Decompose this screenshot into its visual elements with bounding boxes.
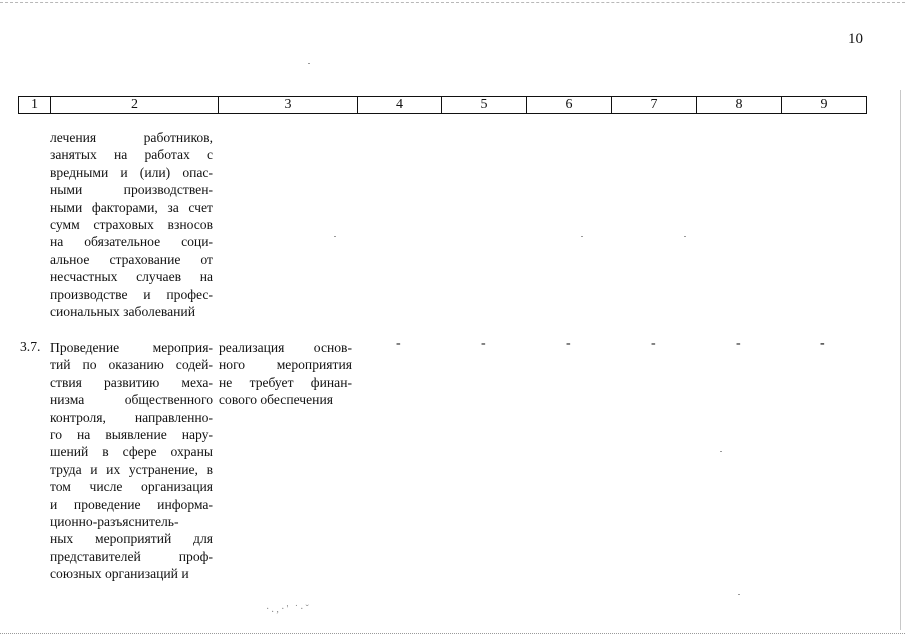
text-line: тий по оказанию содей- bbox=[50, 357, 213, 373]
column-number-3: 3 bbox=[219, 97, 358, 114]
text-line: сового обеспечения bbox=[219, 392, 333, 408]
scan-speck bbox=[334, 236, 336, 237]
column-number-1: 1 bbox=[19, 97, 51, 114]
text-line: контроля, направленно- bbox=[50, 409, 213, 425]
row-3-7-column-8-value: - bbox=[736, 336, 741, 351]
page-number: 10 bbox=[848, 31, 863, 47]
text-line: сиональных заболеваний bbox=[50, 304, 195, 320]
text-line: ными факторами, за счет bbox=[50, 199, 213, 215]
text-line: том числе организация bbox=[50, 479, 213, 495]
row-3-7-column-7-value: - bbox=[651, 336, 656, 351]
text-line: шений в сфере охраны bbox=[50, 444, 213, 460]
column-number-2: 2 bbox=[51, 97, 219, 114]
scan-smudge: ·.‚·' ˙·ˇ bbox=[266, 604, 311, 615]
row-number-3-7: 3.7. bbox=[20, 339, 41, 354]
continued-row-activity-text bbox=[50, 129, 213, 320]
column-number-header bbox=[18, 96, 867, 114]
row-3-7-column-9-value: - bbox=[820, 336, 825, 351]
text-line: лечения работников, bbox=[50, 130, 213, 145]
scan-edge-bottom bbox=[0, 633, 905, 634]
row-3-7-column-5-value: - bbox=[481, 336, 486, 351]
column-number-4: 4 bbox=[358, 97, 442, 114]
scan-speck bbox=[720, 451, 722, 452]
text-line: занятых на работах с bbox=[50, 147, 213, 163]
scan-speck bbox=[684, 236, 686, 237]
text-line: го на выявление нару- bbox=[50, 427, 213, 443]
text-line: не требует финан- bbox=[219, 374, 352, 390]
row-3-7-column-6-value: - bbox=[566, 336, 571, 351]
text-line: альное страхование от bbox=[50, 251, 213, 267]
text-line: ными производствен- bbox=[50, 182, 213, 198]
text-line: ционно-разъяснитель- bbox=[50, 514, 179, 530]
text-line: Проведение мероприя- bbox=[50, 340, 213, 355]
text-line: низма общественного bbox=[50, 392, 213, 408]
column-number-9: 9 bbox=[782, 97, 867, 114]
column-number-5: 5 bbox=[442, 97, 527, 114]
text-line: ного мероприятия bbox=[219, 357, 352, 373]
text-line: ствия развитию меха- bbox=[50, 374, 213, 390]
column-number-6: 6 bbox=[527, 97, 612, 114]
scan-edge-right bbox=[900, 90, 901, 630]
text-line: несчастных случаев на bbox=[50, 269, 213, 285]
scan-speck bbox=[738, 594, 740, 595]
text-line: на обязательное соци- bbox=[50, 234, 213, 250]
column-number-7: 7 bbox=[612, 97, 697, 114]
text-line: реализация основ- bbox=[219, 340, 352, 355]
text-line: и проведение информа- bbox=[50, 496, 213, 512]
text-line: сумм страховых взносов bbox=[50, 217, 213, 233]
text-line: производстве и профес- bbox=[50, 286, 213, 302]
text-line: вредными и (или) опас- bbox=[50, 164, 213, 180]
scan-speck bbox=[581, 236, 583, 237]
text-line: представителей проф- bbox=[50, 548, 213, 564]
row-3-7-column-4-value: - bbox=[396, 336, 401, 351]
text-line: союзных организаций и bbox=[50, 566, 189, 582]
row-3-7-activity-text bbox=[50, 339, 213, 583]
scan-edge-top bbox=[0, 2, 905, 3]
scan-speck bbox=[308, 63, 310, 64]
text-line: ных мероприятий для bbox=[50, 531, 213, 547]
text-line: труда и их устранение, в bbox=[50, 461, 213, 477]
column-number-8: 8 bbox=[697, 97, 782, 114]
row-3-7-funding-text bbox=[219, 339, 352, 409]
